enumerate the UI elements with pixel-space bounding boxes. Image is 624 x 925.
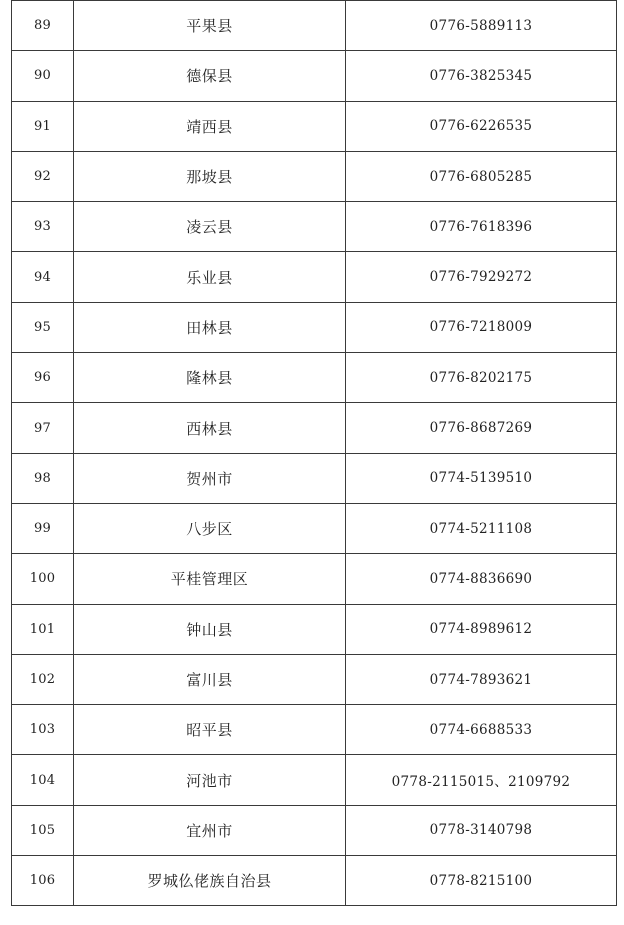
phone-number: 0776-7218009 [346,302,617,352]
row-number: 92 [12,151,74,201]
phone-number: 0776-7618396 [346,202,617,252]
table-row [12,101,617,151]
row-number: 91 [12,101,74,151]
row-number: 94 [12,252,74,302]
phone-number: 0778-8215100 [346,856,617,906]
region-name: 乐业县 [74,252,346,302]
phone-number: 0776-8202175 [346,353,617,403]
table-row [12,805,617,855]
table-row [12,302,617,352]
row-number: 93 [12,202,74,252]
table-row [12,353,617,403]
table-row [12,252,617,302]
table-row [12,202,617,252]
table-row [12,403,617,453]
region-name: 平桂管理区 [74,554,346,604]
phone-number: 0778-3140798 [346,805,617,855]
row-number: 96 [12,353,74,403]
row-number: 90 [12,51,74,101]
region-name: 昭平县 [74,705,346,755]
phone-number: 0776-5889113 [346,1,617,51]
row-number: 106 [12,856,74,906]
row-number: 103 [12,705,74,755]
region-name: 那坡县 [74,151,346,201]
phone-number: 0774-8989612 [346,604,617,654]
table-row [12,151,617,201]
region-name: 德保县 [74,51,346,101]
region-name: 钟山县 [74,604,346,654]
region-name: 平果县 [74,1,346,51]
table-row [12,654,617,704]
phone-number: 0776-8687269 [346,403,617,453]
row-number: 104 [12,755,74,805]
table-row [12,856,617,906]
phone-number: 0774-6688533 [346,705,617,755]
phone-number: 0774-5211108 [346,503,617,553]
table-row [12,604,617,654]
region-name: 凌云县 [74,202,346,252]
phone-number: 0776-6226535 [346,101,617,151]
table-row [12,503,617,553]
row-number: 97 [12,403,74,453]
contact-table-body [12,1,617,906]
table-row [12,554,617,604]
table-row [12,1,617,51]
phone-number: 0774-7893621 [346,654,617,704]
phone-number: 0776-3825345 [346,51,617,101]
row-number: 95 [12,302,74,352]
row-number: 89 [12,1,74,51]
table-row [12,755,617,805]
region-name: 靖西县 [74,101,346,151]
phone-number: 0774-5139510 [346,453,617,503]
row-number: 98 [12,453,74,503]
table-row [12,51,617,101]
row-number: 102 [12,654,74,704]
region-name: 田林县 [74,302,346,352]
phone-number: 0774-8836690 [346,554,617,604]
row-number: 101 [12,604,74,654]
region-name: 隆林县 [74,353,346,403]
phone-number: 0776-7929272 [346,252,617,302]
region-name: 富川县 [74,654,346,704]
region-name: 罗城仫佬族自治县 [74,856,346,906]
phone-number: 0778-2115015、2109792 [346,755,617,805]
row-number: 99 [12,503,74,553]
region-name: 宜州市 [74,805,346,855]
region-name: 贺州市 [74,453,346,503]
row-number: 105 [12,805,74,855]
phone-number: 0776-6805285 [346,151,617,201]
table-row [12,705,617,755]
table-row [12,453,617,503]
region-name: 西林县 [74,403,346,453]
region-name: 八步区 [74,503,346,553]
region-name: 河池市 [74,755,346,805]
contact-table [11,0,617,906]
row-number: 100 [12,554,74,604]
